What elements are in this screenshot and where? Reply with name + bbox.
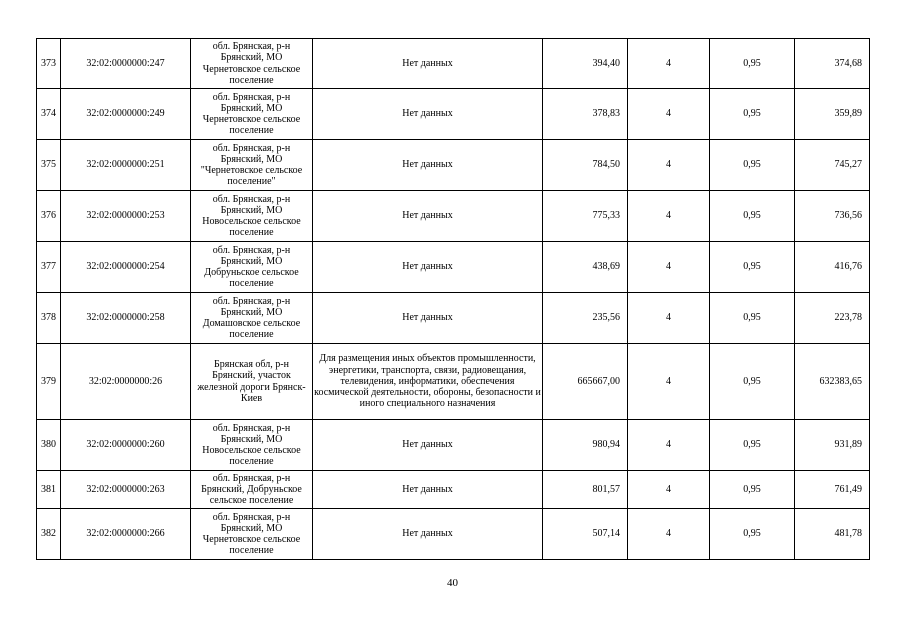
group-cell: 4 <box>628 140 710 191</box>
area-cell: 507,14 <box>543 509 628 560</box>
row-number-cell: 381 <box>37 471 61 509</box>
area-cell: 980,94 <box>543 420 628 471</box>
value-cell: 359,89 <box>795 89 870 140</box>
address-cell: обл. Брянская, р-н Брянский, МО Новосельское сельское поселение <box>191 420 313 471</box>
permitted-use-cell: Нет данных <box>313 89 543 140</box>
address-cell: обл. Брянская, р-н Брянский, МО Чернетовское сельское поселение <box>191 509 313 560</box>
value-cell: 736,56 <box>795 191 870 242</box>
value-cell: 931,89 <box>795 420 870 471</box>
table-row <box>37 293 870 344</box>
row-number-cell: 379 <box>37 344 61 420</box>
table-body <box>37 39 870 560</box>
permitted-use-cell: Для размещения иных объектов промышленности, энергетики, транспорта, связи, радиовещания, телевидения, информатики, обеспечения космической деятельности, обороны, безопасности и иного специального назначения <box>313 344 543 420</box>
table-row <box>37 471 870 509</box>
value-cell: 761,49 <box>795 471 870 509</box>
coefficient-cell: 0,95 <box>710 509 795 560</box>
coefficient-cell: 0,95 <box>710 471 795 509</box>
table-row <box>37 89 870 140</box>
area-cell: 235,56 <box>543 293 628 344</box>
address-cell: обл. Брянская, р-н Брянский, МО Чернетовское сельское поселение <box>191 89 313 140</box>
coefficient-cell: 0,95 <box>710 293 795 344</box>
row-number-cell: 377 <box>37 242 61 293</box>
group-cell: 4 <box>628 242 710 293</box>
table-row <box>37 509 870 560</box>
area-cell: 438,69 <box>543 242 628 293</box>
row-number-cell: 376 <box>37 191 61 242</box>
area-cell: 378,83 <box>543 89 628 140</box>
page-number: 40 <box>447 577 458 589</box>
cadastral-number-cell: 32:02:0000000:247 <box>61 39 191 89</box>
address-cell: Брянская обл, р-н Брянский, участок железной дороги Брянск-Киев <box>191 344 313 420</box>
value-cell: 632383,65 <box>795 344 870 420</box>
address-cell: обл. Брянская, р-н Брянский, МО Новосельское сельское поселение <box>191 191 313 242</box>
address-cell: обл. Брянская, р-н Брянский, МО "Чернетовское сельское поселение" <box>191 140 313 191</box>
land-plots-table <box>36 38 870 560</box>
cadastral-number-cell: 32:02:0000000:263 <box>61 471 191 509</box>
group-cell: 4 <box>628 39 710 89</box>
group-cell: 4 <box>628 293 710 344</box>
value-cell: 223,78 <box>795 293 870 344</box>
permitted-use-cell: Нет данных <box>313 191 543 242</box>
cadastral-number-cell: 32:02:0000000:254 <box>61 242 191 293</box>
value-cell: 481,78 <box>795 509 870 560</box>
table-row <box>37 242 870 293</box>
row-number-cell: 378 <box>37 293 61 344</box>
row-number-cell: 380 <box>37 420 61 471</box>
address-cell: обл. Брянская, р-н Брянский, МО Добруньское сельское поселение <box>191 242 313 293</box>
cadastral-number-cell: 32:02:0000000:258 <box>61 293 191 344</box>
cadastral-number-cell: 32:02:0000000:249 <box>61 89 191 140</box>
group-cell: 4 <box>628 89 710 140</box>
value-cell: 374,68 <box>795 39 870 89</box>
permitted-use-cell: Нет данных <box>313 140 543 191</box>
row-number-cell: 374 <box>37 89 61 140</box>
group-cell: 4 <box>628 191 710 242</box>
permitted-use-cell: Нет данных <box>313 420 543 471</box>
area-cell: 394,40 <box>543 39 628 89</box>
area-cell: 801,57 <box>543 471 628 509</box>
table-row <box>37 344 870 420</box>
cadastral-number-cell: 32:02:0000000:253 <box>61 191 191 242</box>
group-cell: 4 <box>628 471 710 509</box>
permitted-use-cell: Нет данных <box>313 242 543 293</box>
value-cell: 416,76 <box>795 242 870 293</box>
coefficient-cell: 0,95 <box>710 344 795 420</box>
cadastral-number-cell: 32:02:0000000:251 <box>61 140 191 191</box>
address-cell: обл. Брянская, р-н Брянский, МО Домашовское сельское поселение <box>191 293 313 344</box>
table-row <box>37 191 870 242</box>
area-cell: 775,33 <box>543 191 628 242</box>
coefficient-cell: 0,95 <box>710 140 795 191</box>
permitted-use-cell: Нет данных <box>313 39 543 89</box>
row-number-cell: 375 <box>37 140 61 191</box>
permitted-use-cell: Нет данных <box>313 509 543 560</box>
cadastral-number-cell: 32:02:0000000:266 <box>61 509 191 560</box>
table-row <box>37 420 870 471</box>
row-number-cell: 373 <box>37 39 61 89</box>
group-cell: 4 <box>628 344 710 420</box>
coefficient-cell: 0,95 <box>710 89 795 140</box>
group-cell: 4 <box>628 509 710 560</box>
address-cell: обл. Брянская, р-н Брянский, Добруньское сельское поселение <box>191 471 313 509</box>
table-row <box>37 39 870 89</box>
coefficient-cell: 0,95 <box>710 420 795 471</box>
area-cell: 784,50 <box>543 140 628 191</box>
group-cell: 4 <box>628 420 710 471</box>
table-row <box>37 140 870 191</box>
value-cell: 745,27 <box>795 140 870 191</box>
cadastral-number-cell: 32:02:0000000:26 <box>61 344 191 420</box>
permitted-use-cell: Нет данных <box>313 293 543 344</box>
address-cell: обл. Брянская, р-н Брянский, МО Чернетовское сельское поселение <box>191 39 313 89</box>
coefficient-cell: 0,95 <box>710 242 795 293</box>
coefficient-cell: 0,95 <box>710 39 795 89</box>
area-cell: 665667,00 <box>543 344 628 420</box>
coefficient-cell: 0,95 <box>710 191 795 242</box>
permitted-use-cell: Нет данных <box>313 471 543 509</box>
cadastral-number-cell: 32:02:0000000:260 <box>61 420 191 471</box>
row-number-cell: 382 <box>37 509 61 560</box>
